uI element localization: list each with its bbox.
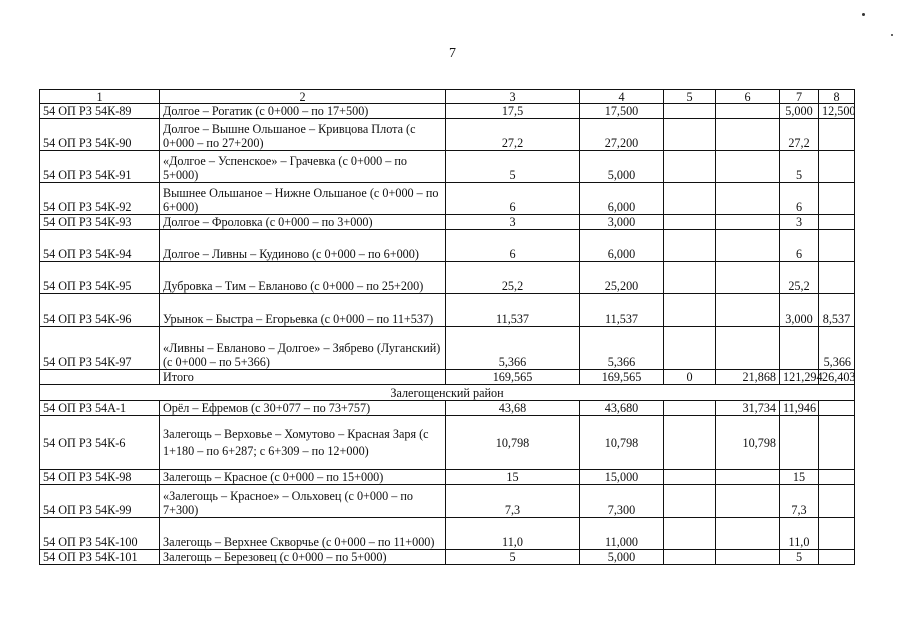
value-col8: 12,500 xyxy=(819,104,855,119)
value-col6 xyxy=(716,485,780,518)
value-col5 xyxy=(664,470,716,485)
table-row xyxy=(40,470,855,485)
value-col4: 10,798 xyxy=(580,416,664,470)
road-name: Орёл – Ефремов (с 30+077 – по 73+757) xyxy=(160,401,446,416)
value-col4: 17,500 xyxy=(580,104,664,119)
road-name: «Долгое – Успенское» – Грачевка (с 0+000 – по 5+000) xyxy=(160,151,446,183)
value-col4: 25,200 xyxy=(580,262,664,294)
road-code: 54 ОП РЗ 54К-95 xyxy=(40,262,160,294)
value-col8 xyxy=(819,485,855,518)
value-col5 xyxy=(664,104,716,119)
value-col8 xyxy=(819,262,855,294)
table-row xyxy=(40,401,855,416)
value-col4: 6,000 xyxy=(580,183,664,215)
road-code: 54 ОП РЗ 54К-6 xyxy=(40,416,160,470)
value-col5 xyxy=(664,151,716,183)
value-col8 xyxy=(819,401,855,416)
value-col3: 3 xyxy=(446,215,580,230)
value-col6 xyxy=(716,215,780,230)
value-col5 xyxy=(664,485,716,518)
value-col4: 43,680 xyxy=(580,401,664,416)
value-col8 xyxy=(819,470,855,485)
value-col7: 11,0 xyxy=(780,518,819,550)
value-col5 xyxy=(664,550,716,565)
value-col6 xyxy=(716,518,780,550)
value-col5 xyxy=(664,294,716,327)
total-row xyxy=(40,370,855,385)
value-col7: 15 xyxy=(780,470,819,485)
value-col7: 11,946 xyxy=(780,401,819,416)
value-col6: 31,734 xyxy=(716,401,780,416)
header-cell: 1 xyxy=(40,90,160,104)
header-cell: 6 xyxy=(716,90,780,104)
value-col8 xyxy=(819,230,855,262)
value-col5 xyxy=(664,215,716,230)
road-code: 54 ОП РЗ 54К-98 xyxy=(40,470,160,485)
road-code: 54 ОП РЗ 54К-96 xyxy=(40,294,160,327)
value-col6 xyxy=(716,151,780,183)
table-row xyxy=(40,327,855,370)
value-col8 xyxy=(819,416,855,470)
value-col3: 6 xyxy=(446,230,580,262)
road-code: 54 ОП РЗ 54К-92 xyxy=(40,183,160,215)
table-row xyxy=(40,416,855,470)
value-col3: 11,537 xyxy=(446,294,580,327)
road-code: 54 ОП РЗ 54К-100 xyxy=(40,518,160,550)
total-col5: 0 xyxy=(664,370,716,385)
total-col3: 169,565 xyxy=(446,370,580,385)
table-row xyxy=(40,262,855,294)
header-cell: 4 xyxy=(580,90,664,104)
scan-speck xyxy=(862,13,865,16)
road-name: Долгое – Фроловка (с 0+000 – по 3+000) xyxy=(160,215,446,230)
table-row xyxy=(40,104,855,119)
value-col5 xyxy=(664,416,716,470)
value-col4: 7,300 xyxy=(580,485,664,518)
road-name: Залегощь – Красное (с 0+000 – по 15+000) xyxy=(160,470,446,485)
table-row xyxy=(40,294,855,327)
value-col6 xyxy=(716,104,780,119)
value-col7 xyxy=(780,416,819,470)
total-col7: 121,294 xyxy=(780,370,819,385)
road-name: Долгое – Рогатик (с 0+000 – по 17+500) xyxy=(160,104,446,119)
road-name: Залегощь – Верхнее Скворчье (с 0+000 – по 11+000) xyxy=(160,518,446,550)
value-col7: 7,3 xyxy=(780,485,819,518)
road-code: 54 ОП РЗ 54К-101 xyxy=(40,550,160,565)
table-row xyxy=(40,230,855,262)
value-col3: 27,2 xyxy=(446,119,580,151)
total-label: Итого xyxy=(160,370,446,385)
value-col4: 6,000 xyxy=(580,230,664,262)
total-col6: 21,868 xyxy=(716,370,780,385)
value-col6 xyxy=(716,294,780,327)
value-col6 xyxy=(716,550,780,565)
road-code: 54 ОП РЗ 54К-91 xyxy=(40,151,160,183)
value-col8 xyxy=(819,119,855,151)
road-name: «Залегощь – Красное» – Ольховец (с 0+000 – по 7+300) xyxy=(160,485,446,518)
value-col4: 27,200 xyxy=(580,119,664,151)
value-col7: 25,2 xyxy=(780,262,819,294)
value-col5 xyxy=(664,230,716,262)
region-title: Залегощенский район xyxy=(40,385,855,401)
value-col5 xyxy=(664,327,716,370)
value-col5 xyxy=(664,401,716,416)
roads-table xyxy=(39,89,855,565)
table-row xyxy=(40,119,855,151)
scan-speck xyxy=(891,34,893,36)
value-col7: 5 xyxy=(780,550,819,565)
page-number: 7 xyxy=(449,46,456,61)
value-col5 xyxy=(664,262,716,294)
value-col8 xyxy=(819,518,855,550)
value-col8 xyxy=(819,550,855,565)
value-col5 xyxy=(664,119,716,151)
total-col4: 169,565 xyxy=(580,370,664,385)
value-col4: 5,366 xyxy=(580,327,664,370)
road-code: 54 ОП РЗ 54К-89 xyxy=(40,104,160,119)
value-col6 xyxy=(716,262,780,294)
road-code: 54 ОП РЗ 54К-97 xyxy=(40,327,160,370)
value-col5 xyxy=(664,518,716,550)
value-col3: 15 xyxy=(446,470,580,485)
value-col7: 27,2 xyxy=(780,119,819,151)
road-name: Залегощь – Верховье – Хомутово – Красная Заря (с 1+180 – по 6+287; с 6+309 – по 12+000) xyxy=(160,416,446,470)
table-row xyxy=(40,151,855,183)
header-cell: 2 xyxy=(160,90,446,104)
value-col6 xyxy=(716,183,780,215)
road-name: Урынок – Быстра – Егорьевка (с 0+000 – по 11+537) xyxy=(160,294,446,327)
value-col6 xyxy=(716,230,780,262)
road-name: «Ливны – Евланово – Долгое» – Зябрево (Луганский) (с 0+000 – по 5+366) xyxy=(160,327,446,370)
value-col8 xyxy=(819,183,855,215)
road-code: 54 ОП РЗ 54К-99 xyxy=(40,485,160,518)
value-col7: 6 xyxy=(780,230,819,262)
road-name: Залегощь – Березовец (с 0+000 – по 5+000) xyxy=(160,550,446,565)
value-col7 xyxy=(780,327,819,370)
value-col4: 5,000 xyxy=(580,151,664,183)
table-row xyxy=(40,550,855,565)
value-col6: 10,798 xyxy=(716,416,780,470)
value-col7: 3 xyxy=(780,215,819,230)
table-row xyxy=(40,183,855,215)
value-col8 xyxy=(819,151,855,183)
value-col3: 5 xyxy=(446,151,580,183)
value-col4: 11,000 xyxy=(580,518,664,550)
value-col4: 5,000 xyxy=(580,550,664,565)
value-col3: 25,2 xyxy=(446,262,580,294)
value-col3: 43,68 xyxy=(446,401,580,416)
value-col3: 5,366 xyxy=(446,327,580,370)
value-col8: 5,366 xyxy=(819,327,855,370)
road-code: 54 ОП РЗ 54К-93 xyxy=(40,215,160,230)
region-row xyxy=(40,385,855,401)
value-col4: 15,000 xyxy=(580,470,664,485)
value-col4: 11,537 xyxy=(580,294,664,327)
value-col7: 5 xyxy=(780,151,819,183)
road-code xyxy=(40,370,160,385)
value-col3: 17,5 xyxy=(446,104,580,119)
header-cell: 8 xyxy=(819,90,855,104)
total-col8: 26,403 xyxy=(819,370,855,385)
value-col6 xyxy=(716,470,780,485)
header-cell: 7 xyxy=(780,90,819,104)
value-col6 xyxy=(716,327,780,370)
value-col8 xyxy=(819,215,855,230)
road-code: 54 ОП РЗ 54К-90 xyxy=(40,119,160,151)
value-col7: 3,000 xyxy=(780,294,819,327)
road-code: 54 ОП РЗ 54К-94 xyxy=(40,230,160,262)
table-row xyxy=(40,215,855,230)
road-name: Долгое – Вышне Ольшаное – Кривцова Плота (с 0+000 – по 27+200) xyxy=(160,119,446,151)
road-code: 54 ОП РЗ 54А-1 xyxy=(40,401,160,416)
value-col7: 5,000 xyxy=(780,104,819,119)
value-col5 xyxy=(664,183,716,215)
value-col3: 11,0 xyxy=(446,518,580,550)
value-col6 xyxy=(716,119,780,151)
value-col3: 5 xyxy=(446,550,580,565)
road-name: Дубровка – Тим – Евланово (с 0+000 – по 25+200) xyxy=(160,262,446,294)
value-col4: 3,000 xyxy=(580,215,664,230)
table-row xyxy=(40,518,855,550)
value-col3: 7,3 xyxy=(446,485,580,518)
value-col3: 6 xyxy=(446,183,580,215)
road-name: Долгое – Ливны – Кудиново (с 0+000 – по 6+000) xyxy=(160,230,446,262)
table-row xyxy=(40,485,855,518)
header-row xyxy=(40,90,855,104)
value-col7: 6 xyxy=(780,183,819,215)
road-name: Вышнее Ольшаное – Нижне Ольшаное (с 0+000 – по 6+000) xyxy=(160,183,446,215)
header-cell: 3 xyxy=(446,90,580,104)
header-cell: 5 xyxy=(664,90,716,104)
value-col8: 8,537 xyxy=(819,294,855,327)
value-col3: 10,798 xyxy=(446,416,580,470)
